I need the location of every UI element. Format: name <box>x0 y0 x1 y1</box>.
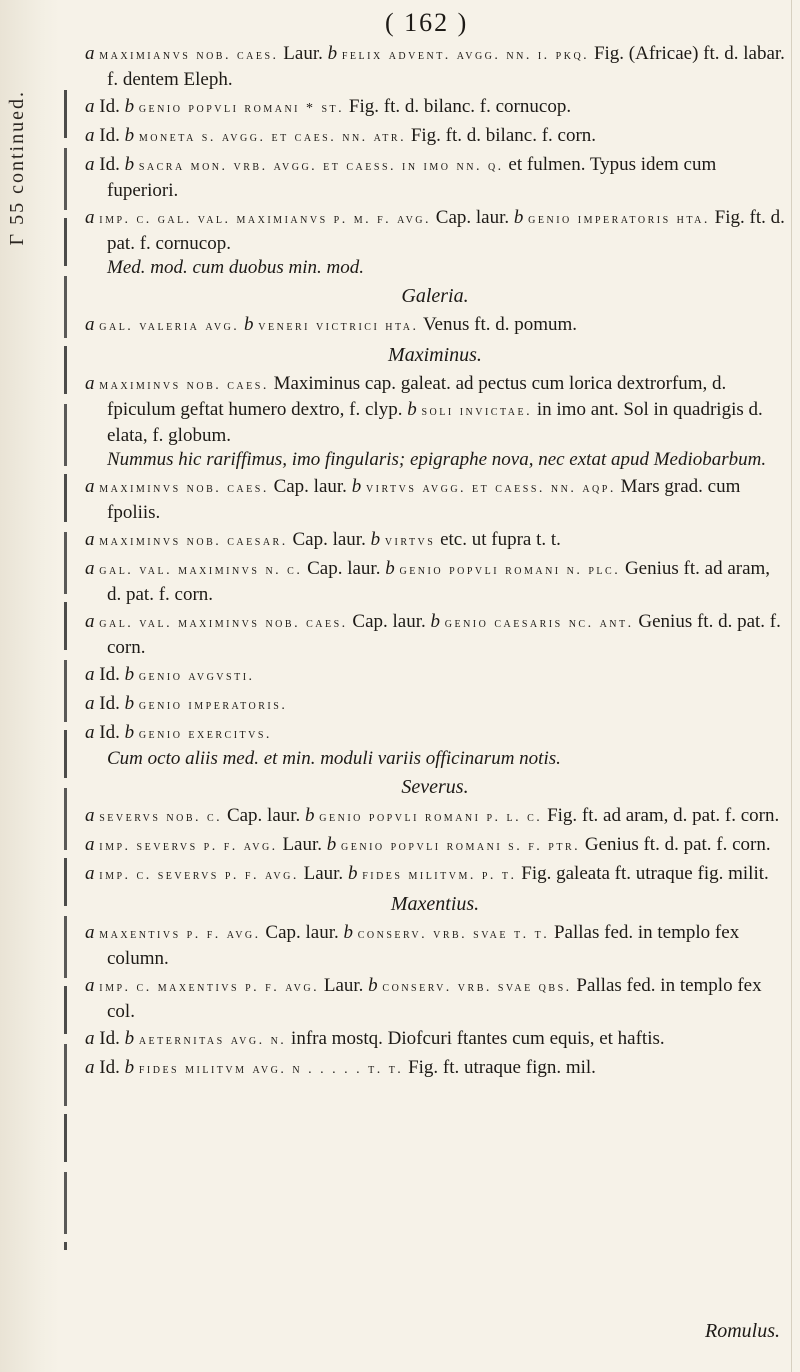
obverse-description: Cap. laur. <box>302 558 386 579</box>
coin-entry <box>85 528 785 554</box>
reverse-legend: fides militvm avg. n . . . . . t. t. <box>138 1062 404 1077</box>
reverse-legend: virtvs avgg. et caess. nn. aqp. <box>365 481 616 496</box>
reverse-description: etc. ut fupra t. t. <box>435 529 561 550</box>
obverse-description: Laur. <box>278 43 328 64</box>
coin-entry <box>85 833 785 859</box>
obverse-description: Cap. laur. <box>347 611 431 632</box>
reverse-description: Genius ft. d. pat. f. corn. <box>580 834 771 855</box>
obverse-legend: imp. c. severvs p. f. avg. <box>99 868 299 883</box>
reverse-mark: b <box>124 693 135 714</box>
obverse-description: Laur. <box>319 975 369 996</box>
obverse-mark: a <box>85 476 95 497</box>
reverse-description: Fig. ft. utraque fign. mil. <box>403 1057 596 1078</box>
reverse-mark: b <box>124 722 135 743</box>
reverse-description: Fig. galeata ft. utraque fig. milit. <box>516 863 769 884</box>
coin-entry <box>85 206 785 280</box>
reverse-legend: aeternitas avg. n. <box>138 1033 287 1048</box>
coin-entry <box>85 475 785 525</box>
section-title: Severus. <box>401 776 469 798</box>
obverse-mark: a <box>85 693 95 714</box>
coin-entry <box>85 557 785 607</box>
reverse-legend: conserv. vrb. svae t. t. <box>357 927 550 942</box>
reverse-legend: moneta s. avgg. et caes. nn. atr. <box>138 130 407 145</box>
reverse-legend: genio imperatoris hta. <box>528 212 710 227</box>
reverse-legend: genio popvli romani p. l. c. <box>319 810 543 825</box>
obverse-legend: imp. c. gal. val. maximianvs p. m. f. avg. <box>99 212 432 227</box>
coin-entry <box>85 95 785 121</box>
obverse-legend: imp. severvs p. f. avg. <box>99 839 278 854</box>
obverse-description: Cap. laur. <box>268 476 352 497</box>
reverse-description: Pallas fed. in templo fex col. <box>107 975 762 1022</box>
obverse-mark: a <box>85 863 95 884</box>
reverse-description: infra mostq. Diofcuri ftantes cum equis, et haftis. <box>286 1028 665 1049</box>
reverse-mark: b <box>305 805 315 826</box>
reverse-legend: virtvs <box>384 534 436 549</box>
reverse-mark: b <box>343 922 353 943</box>
catchword: Romulus. <box>705 1320 780 1342</box>
reverse-legend: genio popvli romani s. f. ptr. <box>341 839 581 854</box>
reverse-mark: b <box>430 611 440 632</box>
obverse-legend: severvs nob. c. <box>99 810 223 825</box>
obverse-mark: a <box>85 125 95 146</box>
coin-entry <box>85 663 785 689</box>
obverse-mark: a <box>85 975 95 996</box>
obverse-description: Id. <box>99 1028 125 1049</box>
reverse-legend: genio exercitvs. <box>138 727 272 742</box>
section-title: Maximinus. <box>388 344 482 366</box>
obverse-mark: a <box>85 834 95 855</box>
obverse-description: Id. <box>99 154 125 175</box>
reverse-mark: b <box>327 43 338 64</box>
reverse-mark: b <box>407 399 417 420</box>
spine-label: Γ 55 continued. <box>6 90 28 246</box>
reverse-description: Fig. (Africae) ft. d. labar. f. dentem Eleph. <box>107 43 785 90</box>
obverse-mark: a <box>85 1057 95 1078</box>
obverse-description: Cap. laur. <box>287 529 371 550</box>
reverse-description: Fig. ft. d. bilanc. f. cornucop. <box>344 96 572 117</box>
obverse-legend: gal. valeria avg. <box>99 319 240 334</box>
section-title: Galeria. <box>401 285 469 307</box>
reverse-legend: soli invictae. <box>421 404 533 419</box>
coin-entry <box>85 1027 785 1053</box>
section-title: Maxentius. <box>390 893 480 915</box>
reverse-legend: genio popvli romani * st. <box>138 101 345 116</box>
obverse-mark: a <box>85 722 95 743</box>
coin-entry <box>85 124 785 150</box>
reverse-mark: b <box>124 125 135 146</box>
obverse-mark: a <box>85 314 95 335</box>
obverse-mark: a <box>85 805 95 826</box>
obverse-mark: a <box>85 154 95 175</box>
obverse-description: Id. <box>99 693 125 714</box>
reverse-legend: veneri victrici hta. <box>258 319 419 334</box>
coin-entry <box>85 313 785 339</box>
reverse-mark: b <box>124 1028 135 1049</box>
obverse-legend: maximianvs nob. caes. <box>99 48 279 63</box>
reverse-description: et fulmen. Typus idem cum fuperiori. <box>107 154 717 201</box>
reverse-description: Genius ft. ad aram, d. pat. f. corn. <box>107 558 771 605</box>
reverse-mark: b <box>326 834 337 855</box>
reverse-legend: felix advent. avgg. nn. i. pkq. <box>341 48 590 63</box>
reverse-description: Pallas fed. in templo fex column. <box>107 922 740 969</box>
reverse-description: Fig. ft. ad aram, d. pat. f. corn. <box>542 805 780 826</box>
obverse-mark: a <box>85 207 95 228</box>
binding-gutter <box>0 0 60 1372</box>
obverse-description: Cap. laur. <box>260 922 344 943</box>
obverse-legend: gal. val. maximinvs nob. caes. <box>99 616 348 631</box>
obverse-description: Cap. laur. <box>431 207 514 228</box>
reverse-mark: b <box>385 558 395 579</box>
reverse-legend: genio avgvsti. <box>138 669 255 684</box>
obverse-mark: a <box>85 922 95 943</box>
obverse-description: Laur. <box>298 863 348 884</box>
entry-note: Cum octo aliis med. et min. moduli variis officinarum notis. <box>107 748 561 769</box>
obverse-description: Id. <box>99 125 125 146</box>
coin-entry <box>85 921 785 971</box>
reverse-mark: b <box>124 96 135 117</box>
reverse-legend: fides militvm. p. t. <box>362 868 517 883</box>
reverse-mark: b <box>368 975 378 996</box>
reverse-legend: conserv. vrb. svae qbs. <box>382 980 572 995</box>
reverse-legend: genio caesaris nc. ant. <box>444 616 634 631</box>
margin-rule <box>64 90 67 1250</box>
obverse-mark: a <box>85 529 95 550</box>
obverse-mark: a <box>85 43 95 64</box>
coin-entry <box>85 372 785 472</box>
reverse-mark: b <box>347 863 358 884</box>
reverse-legend: genio popvli romani n. plc. <box>399 563 621 578</box>
reverse-mark: b <box>513 207 524 228</box>
obverse-description: Id. <box>99 664 125 685</box>
coin-entry <box>85 153 785 203</box>
entry-note: Med. mod. cum duobus min. mod. <box>107 257 365 278</box>
page-number: ( 162 ) <box>385 8 469 37</box>
reverse-description: Fig. ft. d. pat. f. cornucop. <box>107 207 785 254</box>
reverse-description: Mars grad. cum fpoliis. <box>107 476 741 523</box>
coin-entry <box>85 42 785 92</box>
obverse-description: Maximinus cap. galeat. ad pectus cum lorica dextrorfum, d. fpiculum geftat humero dextro, f. clyp. <box>107 373 727 420</box>
obverse-description: Id. <box>99 96 125 117</box>
coin-entry <box>85 692 785 718</box>
reverse-mark: b <box>351 476 362 497</box>
entry-note: Nummus hic rariffimus, imo fingularis; epigraphe nova, nec extat apud Mediobarbum. <box>107 449 767 470</box>
reverse-legend: sacra mon. vrb. avgg. et caess. in imo nn. q. <box>138 159 504 174</box>
reverse-mark: b <box>370 529 381 550</box>
reverse-legend: genio imperatoris. <box>138 698 288 713</box>
obverse-legend: maximinvs nob. caesar. <box>99 534 288 549</box>
obverse-legend: maximinvs nob. caes. <box>99 378 269 393</box>
page-edge <box>791 0 792 1372</box>
reverse-description: Fig. ft. d. bilanc. f. corn. <box>406 125 597 146</box>
reverse-mark: b <box>124 664 135 685</box>
obverse-legend: imp. c. maxentivs p. f. avg. <box>99 980 320 995</box>
obverse-legend: maximinvs nob. caes. <box>99 481 269 496</box>
obverse-legend: gal. val. maximinvs n. c. <box>99 563 303 578</box>
coin-entry <box>85 1056 785 1082</box>
obverse-mark: a <box>85 664 95 685</box>
reverse-mark: b <box>124 154 135 175</box>
catalogue-text <box>85 42 785 1085</box>
obverse-mark: a <box>85 611 95 632</box>
obverse-mark: a <box>85 96 95 117</box>
reverse-description: in imo ant. Sol in quadrigis d. elata, f. globum. <box>107 399 763 446</box>
reverse-mark: b <box>124 1057 135 1078</box>
reverse-description: Venus ft. d. pomum. <box>418 314 578 335</box>
obverse-description: Id. <box>99 722 125 743</box>
coin-entry <box>85 974 785 1024</box>
obverse-description: Id. <box>99 1057 125 1078</box>
obverse-mark: a <box>85 558 95 579</box>
coin-entry <box>85 610 785 660</box>
reverse-mark: b <box>244 314 254 335</box>
coin-entry <box>85 721 785 771</box>
obverse-mark: a <box>85 373 95 394</box>
obverse-legend: maxentivs p. f. avg. <box>99 927 261 942</box>
reverse-description: Genius ft. d. pat. f. corn. <box>107 611 781 658</box>
coin-entry <box>85 804 785 830</box>
obverse-mark: a <box>85 1028 95 1049</box>
obverse-description: Laur. <box>277 834 327 855</box>
coin-entry <box>85 862 785 888</box>
obverse-description: Cap. laur. <box>222 805 306 826</box>
